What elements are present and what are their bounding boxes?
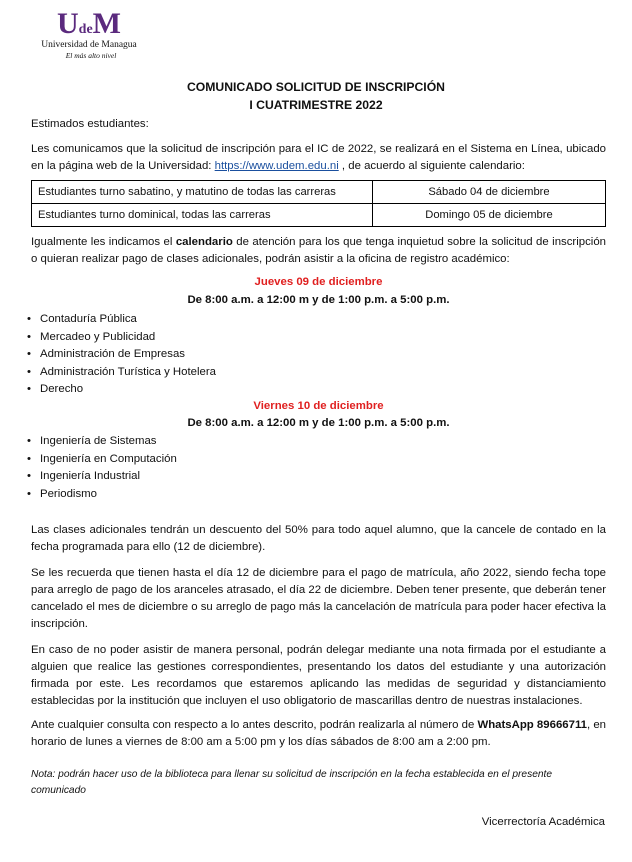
document-title-line2: I CUATRIMESTRE 2022 xyxy=(249,98,383,112)
table-cell-group: Estudiantes turno dominical, todas las carreras xyxy=(32,204,373,227)
logo-university-name: Universidad de Managua xyxy=(41,40,137,50)
logo-letters-de: de xyxy=(78,22,93,37)
attention-text: Igualmente les indicamos el xyxy=(31,236,176,248)
list-item: • Ingeniería Industrial xyxy=(27,468,177,486)
day1-date: Jueves 09 de diciembre xyxy=(254,276,383,288)
list-item: • Periodismo xyxy=(27,486,177,504)
table-cell-date: Sábado 04 de diciembre xyxy=(373,181,606,204)
logo-letter-m: M xyxy=(92,7,121,40)
logo-slogan: El más alto nivel xyxy=(65,51,117,60)
list-item: • Mercadeo y Publicidad xyxy=(27,329,216,347)
whatsapp-number: WhatsApp 89666711 xyxy=(477,719,587,731)
library-note: Nota: podrán hacer uso de la biblioteca para llenar su solicitud de inscripción en la fecha establecida en el presente comunicado xyxy=(31,769,553,796)
list-item: • Administración de Empresas xyxy=(27,346,216,364)
university-website-link[interactable]: https://www.udem.edu.ni xyxy=(214,160,339,172)
document-title-line1: COMUNICADO SOLICITUD DE INSCRIPCIÓN xyxy=(187,80,445,94)
signature: Vicerrectoría Académica xyxy=(481,816,605,828)
day2-career-list xyxy=(27,433,177,503)
contact-paragraph xyxy=(31,717,606,751)
list-item: • Derecho xyxy=(27,381,216,399)
reminder-paragraph: Se les recuerda que tienen hasta el día 12 de diciembre para el pago de matrícula, año 2022, siendo fecha tope para arreglo de pago de los aranceles atrasado, el día 22 de diciembre. Deben tener presente, que deberán tener cancelado el mes de diciembre o su arreglo de pago más la cancelación de matrícula para poder hacer efectiva la inscripción. xyxy=(31,567,606,630)
attention-bold-word: calendario xyxy=(175,236,233,248)
table-row xyxy=(32,181,606,204)
registration-schedule-table xyxy=(31,180,606,227)
greeting: Estimados estudiantes: xyxy=(31,118,149,130)
contact-text-end: , en horario de lunes a viernes de 8:00 am a 5:00 pm y los días sábados de 8:00 am a 2:00 pm. xyxy=(31,719,607,748)
attention-paragraph xyxy=(31,234,606,268)
day1-hours: De 8:00 a.m. a 12:00 m y de 1:00 p.m. a 5:00 p.m. xyxy=(187,294,450,306)
discount-paragraph: Las clases adicionales tendrán un descuento del 50% para todo aquel alumno, que la cancele de contado en la fecha programada para ello (12 de diciembre). xyxy=(31,524,606,553)
day2-date: Viernes 10 de diciembre xyxy=(253,400,384,412)
table-row xyxy=(32,204,606,227)
logo-letter-u: U xyxy=(57,7,79,40)
list-item: • Ingeniería en Computación xyxy=(27,451,177,469)
day1-career-list xyxy=(27,311,216,399)
university-logo xyxy=(34,8,144,64)
list-item: • Ingeniería de Sistemas xyxy=(27,433,177,451)
day2-hours: De 8:00 a.m. a 12:00 m y de 1:00 p.m. a 5:00 p.m. xyxy=(187,417,450,429)
intro-text: Les comunicamos que la solicitud de inscripción para el IC de 2022, se realizará en el Sistema en Línea, ubicado en la página web de la Universidad: xyxy=(31,143,606,172)
attention-text-end: de atención para los que tenga inquietud sobre la solicitud de inscripción o quieran realizar pago de clases adicionales, podrán asistir a la oficina de registro académico: xyxy=(31,236,606,265)
table-cell-date: Domingo 05 de diciembre xyxy=(373,204,606,227)
contact-text: Ante cualquier consulta con respecto a lo antes descrito, podrán realizarla al número de xyxy=(31,719,478,731)
intro-text-end: , de acuerdo al siguiente calendario: xyxy=(338,160,525,172)
table-cell-group: Estudiantes turno sabatino, y matutino de todas las carreras xyxy=(32,181,373,204)
list-item: • Contaduría Pública xyxy=(27,311,216,329)
list-item: • Administración Turística y Hotelera xyxy=(27,364,216,382)
logo-mark xyxy=(34,8,144,40)
intro-paragraph xyxy=(31,141,606,175)
delegation-paragraph: En caso de no poder asistir de manera personal, podrán delegar mediante una nota firmada por el estudiante a alguien que realice las gestiones correspondientes, presentando los datos del estudiante y una autorización firmada por este. Les recordamos que estaremos aplicando las medidas de seguridad y distanciamiento establecidas por la institución que incluyen el uso obligatorio de mascarillas dentro de nuestras instalaciones. xyxy=(31,644,606,707)
